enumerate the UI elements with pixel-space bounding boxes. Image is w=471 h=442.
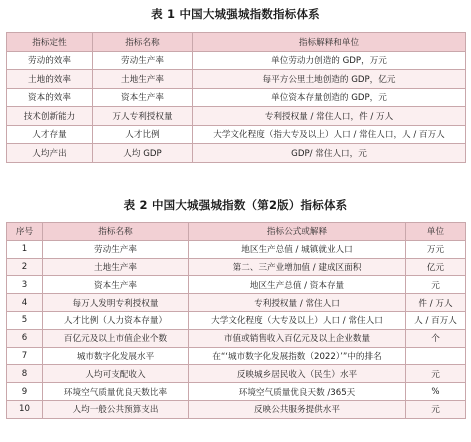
table-cell: 10	[7, 400, 43, 418]
table2-header-cell: 单位	[406, 223, 466, 241]
table-row	[7, 329, 466, 347]
table1-header-cell: 指标名称	[93, 33, 193, 52]
table-cell: 人才存量	[7, 125, 93, 144]
table-cell: 人才比例（人力资本存量）	[43, 311, 189, 329]
table-cell: 元	[406, 276, 466, 294]
table-row	[7, 125, 466, 144]
table2-header-cell: 指标名称	[43, 223, 189, 241]
table-cell: %	[406, 383, 466, 401]
indicator-table-1	[6, 32, 466, 163]
table-cell: 个	[406, 329, 466, 347]
table-cell: 每万人发明专利授权量	[43, 294, 189, 312]
table-cell: 万人专利授权量	[93, 107, 193, 126]
table-cell: 专利授权量 / 常住人口	[189, 294, 406, 312]
table-cell: 6	[7, 329, 43, 347]
table-cell: 地区生产总值 / 资本存量	[189, 276, 406, 294]
table-row	[7, 240, 466, 258]
table-cell: 8	[7, 365, 43, 383]
table-cell: 城市数字化发展水平	[43, 347, 189, 365]
table-cell: 9	[7, 383, 43, 401]
table2-header-cell: 序号	[7, 223, 43, 241]
table-cell: 土地的效率	[7, 70, 93, 89]
table-cell: 1	[7, 240, 43, 258]
table-cell: 技术创新能力	[7, 107, 93, 126]
table1-title: 表 1 中国大城强城指数指标体系	[151, 7, 320, 21]
table-cell: 环境空气质量优良天数 /365天	[189, 383, 406, 401]
table-cell: 人均可支配收入	[43, 365, 189, 383]
table-cell: 资本生产率	[43, 276, 189, 294]
table-row	[7, 88, 466, 107]
table-row	[7, 365, 466, 383]
table-cell: 人 / 百万人	[406, 311, 466, 329]
table-cell: 市值或销售收入百亿元及以上企业数量	[189, 329, 406, 347]
table-cell: 人均一般公共预算支出	[43, 400, 189, 418]
table-cell: 大学文化程度（指大专及以上）人口 / 常住人口，人 / 百万人	[193, 125, 466, 144]
table-row	[7, 70, 466, 89]
table2-header-cell: 指标公式或解释	[189, 223, 406, 241]
table-row	[7, 400, 466, 418]
table2-body	[7, 240, 466, 418]
table1-header-cell: 指标解释和单位	[193, 33, 466, 52]
table-row	[7, 144, 466, 163]
table-cell: 单位劳动力创造的 GDP，万元	[193, 51, 466, 70]
table2-header-row	[7, 223, 466, 241]
table-cell: 资本的效率	[7, 88, 93, 107]
table-cell: 单位资本存量创造的 GDP，元	[193, 88, 466, 107]
table-cell: 大学文化程度（大专及以上）人口 / 常住人口	[189, 311, 406, 329]
table-cell: 环境空气质量优良天数比率	[43, 383, 189, 401]
table-row	[7, 107, 466, 126]
table-cell: 7	[7, 347, 43, 365]
table-cell: 反映公共服务提供水平	[189, 400, 406, 418]
table-cell: 人均 GDP	[93, 144, 193, 163]
table-cell: 劳动的效率	[7, 51, 93, 70]
table-cell: 在“‘城市数字化发展指数（2022）’”中的排名	[189, 347, 406, 365]
table-cell: 百亿元及以上市值企业个数	[43, 329, 189, 347]
table-cell: 5	[7, 311, 43, 329]
table-cell: 地区生产总值 / 城镇就业人口	[189, 240, 406, 258]
table-cell: 万元	[406, 240, 466, 258]
table-row	[7, 294, 466, 312]
table-row	[7, 51, 466, 70]
table-cell: 劳动生产率	[43, 240, 189, 258]
table-cell: 专利授权量 / 常住人口，件 / 万人	[193, 107, 466, 126]
table1-body	[7, 51, 466, 162]
table-cell: 土地生产率	[43, 258, 189, 276]
table-cell: 元	[406, 400, 466, 418]
table-cell: 土地生产率	[93, 70, 193, 89]
table-row	[7, 276, 466, 294]
table-cell: 人均产出	[7, 144, 93, 163]
table-cell: GDP/ 常住人口，元	[193, 144, 466, 163]
table-cell: 3	[7, 276, 43, 294]
table-cell: 反映城乡居民收入（民生）水平	[189, 365, 406, 383]
table-cell: 第二、三产业增加值 / 建成区面积	[189, 258, 406, 276]
table-cell: 4	[7, 294, 43, 312]
table-cell: 劳动生产率	[93, 51, 193, 70]
table1-header-cell: 指标定性	[7, 33, 93, 52]
table-cell	[406, 347, 466, 365]
table-row	[7, 311, 466, 329]
table1-header-row	[7, 33, 466, 52]
table-row	[7, 258, 466, 276]
table-cell: 亿元	[406, 258, 466, 276]
table-cell: 件 / 万人	[406, 294, 466, 312]
table-row	[7, 383, 466, 401]
table-row	[7, 347, 466, 365]
table-cell: 资本生产率	[93, 88, 193, 107]
table-cell: 人才比例	[93, 125, 193, 144]
indicator-table-2	[6, 222, 466, 419]
table-cell: 每平方公里土地创造的 GDP，亿元	[193, 70, 466, 89]
table-cell: 元	[406, 365, 466, 383]
table-cell: 2	[7, 258, 43, 276]
table2-title: 表 2 中国大城强城指数（第2版）指标体系	[123, 198, 348, 212]
